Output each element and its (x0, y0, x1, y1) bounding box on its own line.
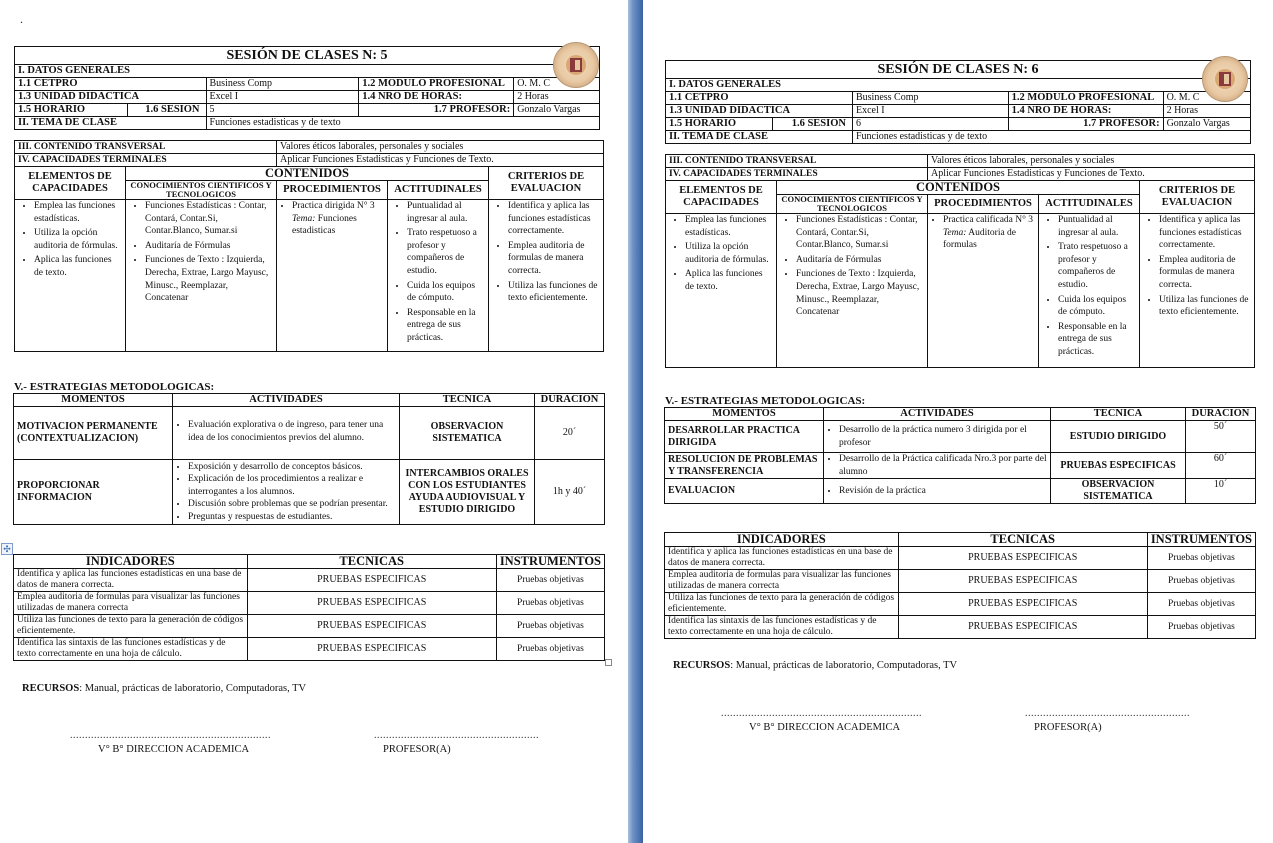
criterio-item: • Utiliza las funciones de texto eficientemente. (508, 280, 600, 305)
elemento-item: • Utiliza la opción auditoria de fórmulas. (34, 227, 122, 252)
indicador-text: Identifica las sintaxis de las funciones estadísticas y de texto correctamente en una hoja de cálculo. (14, 638, 248, 661)
est-actividad-item: • Preguntas y respuestas de estudiantes. (188, 511, 396, 524)
sesion-label: 1.6 SESION (128, 104, 207, 117)
est-duracion: 20´ (535, 407, 605, 460)
criterio-item: • Identifica y aplica las funciones estadísticas correctamente. (508, 200, 600, 238)
institution-seal-logo (1202, 56, 1248, 102)
sesion-value: 5 (206, 104, 359, 117)
page-session-5 (0, 0, 628, 843)
profesor-label: 1.7 PROFESOR: (359, 104, 514, 117)
conocimientos-cell (777, 214, 928, 368)
horas-label: 1.4 NRO DE HORAS: (359, 91, 514, 104)
datos-generales-heading: I. DATOS GENERALES (666, 79, 1251, 92)
page-session-6 (643, 0, 1273, 843)
procedimientos-cell (928, 214, 1039, 368)
est-momento: PROPORCIONAR INFORMACION (14, 460, 173, 525)
procedimiento-item (943, 214, 1035, 252)
stray-dot: . (20, 12, 23, 26)
indicador-instrumento: Pruebas objetivas (496, 615, 604, 638)
datos-generales-table (665, 60, 1251, 144)
est-tecnica: OBSERVACION SISTEMATICA (400, 407, 535, 460)
unidad-value: Excel I (853, 105, 1009, 118)
procedimiento-practica: Practica dirigida N° 3 (292, 201, 375, 211)
sesion-value: 6 (853, 118, 1009, 131)
recursos-label: RECURSOS (673, 660, 731, 671)
est-actividad-item: • Exposición y desarrollo de conceptos básicos. (188, 461, 396, 474)
estrategias-table (664, 407, 1256, 504)
elemento-item: • Emplea las funciones estadísticas. (685, 214, 773, 239)
contenidos-table (14, 140, 604, 352)
est-header-tecnica: TECNICA (400, 394, 535, 407)
est-actividad-item: • Desarrollo de la práctica numero 3 dirigida por el profesor (839, 424, 1047, 449)
header-criterios: CRITERIOS DE EVALUACION (1140, 181, 1255, 214)
est-momento: MOTIVACION PERMANENTE (CONTEXTUALIZACION) (14, 407, 173, 460)
est-header-momentos: MOMENTOS (14, 394, 173, 407)
est-actividad-item: • Desarrollo de la Práctica calificada Nro.3 por parte del alumno (839, 453, 1047, 478)
indicadores-table (13, 554, 605, 661)
conocimientos-cell (126, 200, 277, 352)
sesion-label: 1.6 SESION (773, 118, 853, 131)
indicador-tecnica: PRUEBAS ESPECIFICAS (247, 638, 496, 661)
indicador-tecnica: PRUEBAS ESPECIFICAS (898, 570, 1147, 593)
modulo-value: O. M. C (1163, 92, 1250, 105)
session-title: SESIÓN DE CLASES N: 6 (666, 61, 1251, 79)
indicador-tecnica: PRUEBAS ESPECIFICAS (898, 547, 1147, 570)
indicador-instrumento: Pruebas objetivas (496, 592, 604, 615)
indicador-tecnica: PRUEBAS ESPECIFICAS (247, 615, 496, 638)
firma-direccion: V° B° DIRECCION ACADEMICA (98, 744, 250, 755)
est-actividades (824, 421, 1051, 453)
est-actividad-item: • Discusión sobre problemas que se podrían presentar. (188, 498, 396, 511)
estrategias-heading: V.- ESTRATEGIAS METODOLOGICAS: (14, 381, 215, 393)
estrategias-heading: V.- ESTRATEGIAS METODOLOGICAS: (665, 395, 866, 407)
ind-header-indicadores: INDICADORES (665, 533, 899, 547)
ind-header-tecnicas: TECNICAS (898, 533, 1147, 547)
indicadores-table (664, 532, 1256, 639)
conocimiento-item: • Funciones Estadísticas : Contar, Contará, Contar.Si, Contar.Blanco, Sumar.si (145, 200, 273, 238)
institution-seal-logo (553, 42, 599, 88)
indicador-instrumento: Pruebas objetivas (1147, 570, 1255, 593)
recursos-value: : Manual, prácticas de laboratorio, Computadoras, TV (79, 683, 307, 694)
table-resize-handle[interactable] (605, 659, 612, 666)
elemento-item: • Emplea las funciones estadísticas. (34, 200, 122, 225)
conocimiento-item: • Auditaría de Fórmulas (796, 254, 924, 267)
est-actividades (173, 407, 400, 460)
est-tecnica: ESTUDIO DIRIGIDO (1051, 421, 1186, 453)
header-elementos: ELEMENTOS DE CAPACIDADES (666, 181, 777, 214)
indicador-text: Emplea auditoria de formulas para visualizar las funciones utilizadas de manera correcta (665, 570, 899, 593)
header-elementos: ELEMENTOS DE CAPACIDADES (15, 167, 126, 200)
unidad-label: 1.3 UNIDAD DIDACTICA (15, 91, 207, 104)
header-actitudinales: ACTITUDINALES (388, 181, 489, 200)
indicador-instrumento: Pruebas objetivas (496, 569, 604, 592)
recursos-line (673, 660, 957, 671)
capacidades-label: IV. CAPACIDADES TERMINALES (666, 168, 928, 181)
est-header-actividades: ACTIVIDADES (173, 394, 400, 407)
est-header-tecnica: TECNICA (1051, 408, 1186, 421)
elementos-cell (666, 214, 777, 368)
modulo-value: O. M. C (514, 78, 600, 91)
indicador-text: Identifica las sintaxis de las funciones estadísticas y de texto correctamente en una hoja de cálculo. (665, 616, 899, 639)
horas-label: 1.4 NRO DE HORAS: (1008, 105, 1163, 118)
indicador-instrumento: Pruebas objetivas (1147, 616, 1255, 639)
firma-profesor: PROFESOR(A) (1034, 722, 1102, 733)
header-conocimientos: CONOCIMIENTOS CIENTIFICOS Y TECNOLOGICOS (777, 195, 928, 214)
est-actividad-item: • Revisión de la práctica (839, 485, 1047, 498)
session-title: SESIÓN DE CLASES N: 5 (15, 47, 600, 65)
procedimiento-practica: Practica calificada N° 3 (943, 215, 1034, 225)
indicador-text: Utiliza las funciones de texto para la generación de códigos eficientemente. (665, 593, 899, 616)
cetpro-label: 1.1 CETPRO (666, 92, 853, 105)
ind-header-indicadores: INDICADORES (14, 555, 248, 569)
est-duracion: 50´ (1186, 421, 1256, 453)
unidad-label: 1.3 UNIDAD DIDACTICA (666, 105, 853, 118)
indicador-text: Identifica y aplica las funciones estadísticas en una base de datos de manera correcta. (14, 569, 248, 592)
conocimiento-item: • Funciones Estadísticas : Contar, Contará, Contar.Si, Contar.Blanco, Sumar.si (796, 214, 924, 252)
datos-generales-heading: I. DATOS GENERALES (15, 65, 600, 78)
transversal-label: III. CONTENIDO TRANSVERSAL (666, 155, 928, 168)
tema-value: Funciones estadisticas y de texto (853, 131, 1251, 144)
actitudinal-item: • Trato respetuoso a profesor y compañeros de estudio. (1058, 241, 1136, 291)
est-actividad-item: • Evaluación explorativa o de ingreso, para tener una idea de los conocimientos previos del alumno. (188, 419, 396, 444)
est-duracion: 1h y 40´ (535, 460, 605, 525)
conocimiento-item: • Funciones de Texto : Izquierda, Derecha, Extrae, Largo Mayusc, Minusc., Reemplazar, Concatenar (145, 254, 273, 304)
est-momento: DESARROLLAR PRACTICA DIRIGIDA (665, 421, 824, 453)
header-contenidos: CONTENIDOS (126, 167, 489, 181)
est-duracion: 10´ (1186, 479, 1256, 504)
horario-label: 1.5 HORARIO (15, 104, 128, 117)
ind-header-instrumentos: INSTRUMENTOS (496, 555, 604, 569)
modulo-label: 1.2 MODULO PROFESIONAL (1008, 92, 1163, 105)
elemento-item: • Aplica las funciones de texto. (34, 254, 122, 279)
capacidades-value: Aplicar Funciones Estadisticas y Funciones de Texto. (277, 154, 604, 167)
signature-line-direccion: ................................................................... (70, 730, 271, 741)
transversal-label: III. CONTENIDO TRANSVERSAL (15, 141, 277, 154)
procedimiento-item (292, 200, 384, 238)
elemento-item: • Aplica las funciones de texto. (685, 268, 773, 293)
indicador-tecnica: PRUEBAS ESPECIFICAS (247, 592, 496, 615)
tema-label: II. TEMA DE CLASE (15, 117, 207, 130)
signature-line-profesor: ....................................................... (374, 730, 539, 741)
actitudinales-cell (388, 200, 489, 352)
procedimiento-tema-label: Tema: (292, 213, 316, 224)
indicador-text: Identifica y aplica las funciones estadísticas en una base de datos de manera correcta. (665, 547, 899, 570)
indicador-instrumento: Pruebas objetivas (1147, 593, 1255, 616)
profesor-label: 1.7 PROFESOR: (1008, 118, 1163, 131)
elementos-cell (15, 200, 126, 352)
procedimiento-tema: Auditoria de formulas (943, 227, 1017, 251)
conocimiento-item: • Funciones de Texto : Izquierda, Derecha, Extrae, Largo Mayusc, Minusc., Reemplazar, Concatenar (796, 268, 924, 318)
est-momento: RESOLUCION DE PROBLEMAS Y TRANSFERENCIA (665, 453, 824, 479)
recursos-line (22, 683, 306, 694)
elemento-item: • Utiliza la opción auditoria de fórmulas. (685, 241, 773, 266)
est-tecnica: INTERCAMBIOS ORALES CON LOS ESTUDIANTES AYUDA AUDIOVISUAL Y ESTUDIO DIRIGIDO (400, 460, 535, 525)
transversal-value: Valores éticos laborales, personales y sociales (928, 155, 1255, 168)
firma-direccion: V° B° DIRECCION ACADEMICA (749, 722, 901, 733)
actitudinal-item: • Cuida los equipos de cómputo. (407, 280, 485, 305)
horario-label: 1.5 HORARIO (666, 118, 773, 131)
page-divider (628, 0, 643, 843)
actitudinal-item: • Puntualidad al ingresar al aula. (407, 200, 485, 225)
est-momento: EVALUACION (665, 479, 824, 504)
est-actividades (173, 460, 400, 525)
header-actitudinales: ACTITUDINALES (1039, 195, 1140, 214)
header-conocimientos: CONOCIMIENTOS CIENTIFICOS Y TECNOLOGICOS (126, 181, 277, 200)
capacidades-label: IV. CAPACIDADES TERMINALES (15, 154, 277, 167)
indicador-tecnica: PRUEBAS ESPECIFICAS (247, 569, 496, 592)
actitudinal-item: • Cuida los equipos de cómputo. (1058, 294, 1136, 319)
indicador-instrumento: Pruebas objetivas (496, 638, 604, 661)
procedimiento-tema: Funciones estadisticas (292, 213, 357, 237)
est-header-actividades: ACTIVIDADES (824, 408, 1051, 421)
move-handle-icon[interactable]: ✣ (1, 543, 13, 555)
header-procedimientos: PROCEDIMIENTOS (928, 195, 1039, 214)
actitudinales-cell (1039, 214, 1140, 368)
procedimiento-tema-label: Tema: (943, 227, 967, 238)
modulo-label: 1.2 MODULO PROFESIONAL (359, 78, 514, 91)
horas-value: 2 Horas (514, 91, 600, 104)
header-criterios: CRITERIOS DE EVALUACION (489, 167, 604, 200)
est-actividades (824, 479, 1051, 504)
cetpro-value: Business Comp (206, 78, 359, 91)
capacidades-value: Aplicar Funciones Estadisticas y Funciones de Texto. (928, 168, 1255, 181)
indicador-instrumento: Pruebas objetivas (1147, 547, 1255, 570)
indicador-tecnica: PRUEBAS ESPECIFICAS (898, 593, 1147, 616)
ind-header-tecnicas: TECNICAS (247, 555, 496, 569)
procedimientos-cell (277, 200, 388, 352)
est-header-duracion: DURACION (535, 394, 605, 407)
datos-generales-table (14, 46, 600, 130)
criterios-cell (1140, 214, 1255, 368)
ind-header-instrumentos: INSTRUMENTOS (1147, 533, 1255, 547)
criterio-item: • Emplea auditoria de formulas de manera correcta. (508, 240, 600, 278)
est-actividad-item: • Explicación de los procedimientos a realizar e interrogantes a los alumnos. (188, 473, 396, 498)
tema-value: Funciones estadisticas y de texto (206, 117, 599, 130)
conocimiento-item: • Auditaría de Fórmulas (145, 240, 273, 253)
indicador-text: Utiliza las funciones de texto para la generación de códigos eficientemente. (14, 615, 248, 638)
unidad-value: Excel I (206, 91, 359, 104)
est-header-momentos: MOMENTOS (665, 408, 824, 421)
estrategias-table (13, 393, 605, 525)
horas-value: 2 Horas (1163, 105, 1250, 118)
header-procedimientos: PROCEDIMIENTOS (277, 181, 388, 200)
criterios-cell (489, 200, 604, 352)
cetpro-value: Business Comp (853, 92, 1009, 105)
recursos-value: : Manual, prácticas de laboratorio, Computadoras, TV (730, 660, 958, 671)
est-header-duracion: DURACION (1186, 408, 1256, 421)
actitudinal-item: • Responsable en la entrega de sus prácticas. (1058, 321, 1136, 359)
indicador-tecnica: PRUEBAS ESPECIFICAS (898, 616, 1147, 639)
header-contenidos: CONTENIDOS (777, 181, 1140, 195)
criterio-item: • Identifica y aplica las funciones estadísticas correctamente. (1159, 214, 1251, 252)
cetpro-label: 1.1 CETPRO (15, 78, 207, 91)
est-tecnica: PRUEBAS ESPECIFICAS (1051, 453, 1186, 479)
est-actividades (824, 453, 1051, 479)
firma-profesor: PROFESOR(A) (383, 744, 451, 755)
profesor-value: Gonzalo Vargas (514, 104, 600, 117)
actitudinal-item: • Responsable en la entrega de sus prácticas. (407, 307, 485, 345)
contenidos-table (665, 154, 1255, 368)
signature-line-direccion: ................................................................... (721, 708, 922, 719)
est-duracion: 60´ (1186, 453, 1256, 479)
signature-line-profesor: ....................................................... (1025, 708, 1190, 719)
profesor-value: Gonzalo Vargas (1163, 118, 1250, 131)
criterio-item: • Utiliza las funciones de texto eficientemente. (1159, 294, 1251, 319)
actitudinal-item: • Trato respetuoso a profesor y compañeros de estudio. (407, 227, 485, 277)
est-tecnica: OBSERVACION SISTEMATICA (1051, 479, 1186, 504)
criterio-item: • Emplea auditoria de formulas de manera correcta. (1159, 254, 1251, 292)
transversal-value: Valores éticos laborales, personales y sociales (277, 141, 604, 154)
indicador-text: Emplea auditoria de formulas para visualizar las funciones utilizadas de manera correcta (14, 592, 248, 615)
recursos-label: RECURSOS (22, 683, 80, 694)
tema-label: II. TEMA DE CLASE (666, 131, 853, 144)
actitudinal-item: • Puntualidad al ingresar al aula. (1058, 214, 1136, 239)
